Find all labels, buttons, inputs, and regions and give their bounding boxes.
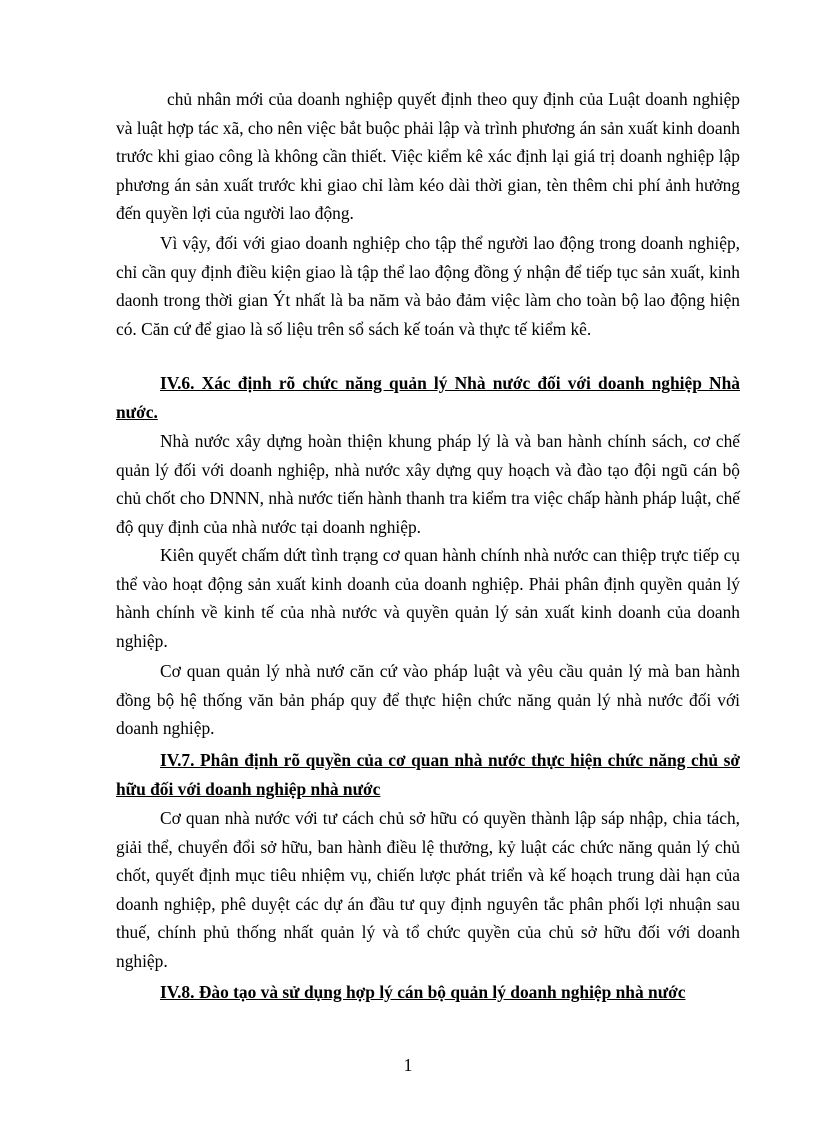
- paragraph-1: chủ nhân mới của doanh nghiệp quyết định theo quy định của Luật doanh nghiệp và luật hợp tác xã, cho nên việc bắt buộc phải lập và trình phương án sản xuất kinh doanh trước khi giao công là không cần thiết. Việc kiểm kê xác định lại giá trị doanh nghiệp lập phương án sản xuất trước khi giao chỉ làm kéo dài thời gian, tèn thêm chi phí ảnh hưởng đến quyền lợi của người lao động.: [116, 89, 740, 223]
- page-number: 1: [403, 1055, 413, 1075]
- paragraph-5: Cơ quan quản lý nhà nướ căn cứ vào pháp luật và yêu cầu quản lý mà ban hành đồng bộ hệ thống văn bản pháp quy để thực hiện chức năng quản lý nhà nước đối với doanh nghiệp.: [116, 661, 740, 738]
- paragraph-6: Cơ quan nhà nước với tư cách chủ sở hữu có quyền thành lập sáp nhập, chia tách, giải thể, chuyển đổi sở hữu, ban hành điều lệ thưởng, kỷ luật các chức năng quản lý chủ chốt, quyết định mục tiêu nhiệm vụ, chiến lược phát triển và kế hoạch trung dài hạn của doanh nghiệp, phê duyệt các dự án đầu tư quy định nguyên tắc phân phối lợi nhuận sau thuế, chính phủ thống nhất quản lý và tổ chức quyền của chủ sở hữu đối với doanh nghiệp.: [116, 808, 740, 971]
- paragraph-2: Vì vậy, đối với giao doanh nghiệp cho tập thể người lao động trong doanh nghiệp, chỉ cần quy định điều kiện giao là tập thể lao động đồng ý nhận để tiếp tục sản xuất, kinh daonh trong thời gian Ýt nhất là ba năm và bảo đảm việc làm cho toàn bộ lao động hiện có. Căn cứ để giao là số liệu trên sổ sách kế toán và thực tế kiểm kê.: [116, 233, 740, 339]
- paragraph-3: Nhà nước xây dựng hoàn thiện khung pháp lý là và ban hành chính sách, cơ chế quản lý đối với doanh nghiệp, nhà nước xây dựng quy hoạch và đào tạo đội ngũ cán bộ chủ chốt cho DNNN, nhà nước tiến hành thanh tra kiểm tra việc chấp hành pháp luật, chế độ quy định của nhà nước tại doanh nghiệp.: [116, 431, 740, 537]
- heading-iv-8: IV.8. Đào tạo và sử dụng hợp lý cán bộ quản lý doanh nghiệp nhà nước: [160, 982, 686, 1002]
- paragraph-4: Kiên quyết chấm dứt tình trạng cơ quan hành chính nhà nước can thiệp trực tiếp cụ thể vào hoạt động sản xuất kinh doanh của doanh nghiệp. Phải phân định quyền quản lý hành chính về kinh tế của nhà nước và quyền quản lý sản xuất kinh doanh của doanh nghiệp.: [116, 545, 740, 651]
- heading-iv-7: IV.7. Phân định rõ quyền của cơ quan nhà nước thực hiện chức năng chủ sở hữu đối với doanh nghiệp nhà nước: [116, 750, 740, 799]
- heading-iv-6: IV.6. Xác định rõ chức năng quản lý Nhà nước đối với doanh nghiệp Nhà nước.: [116, 373, 740, 422]
